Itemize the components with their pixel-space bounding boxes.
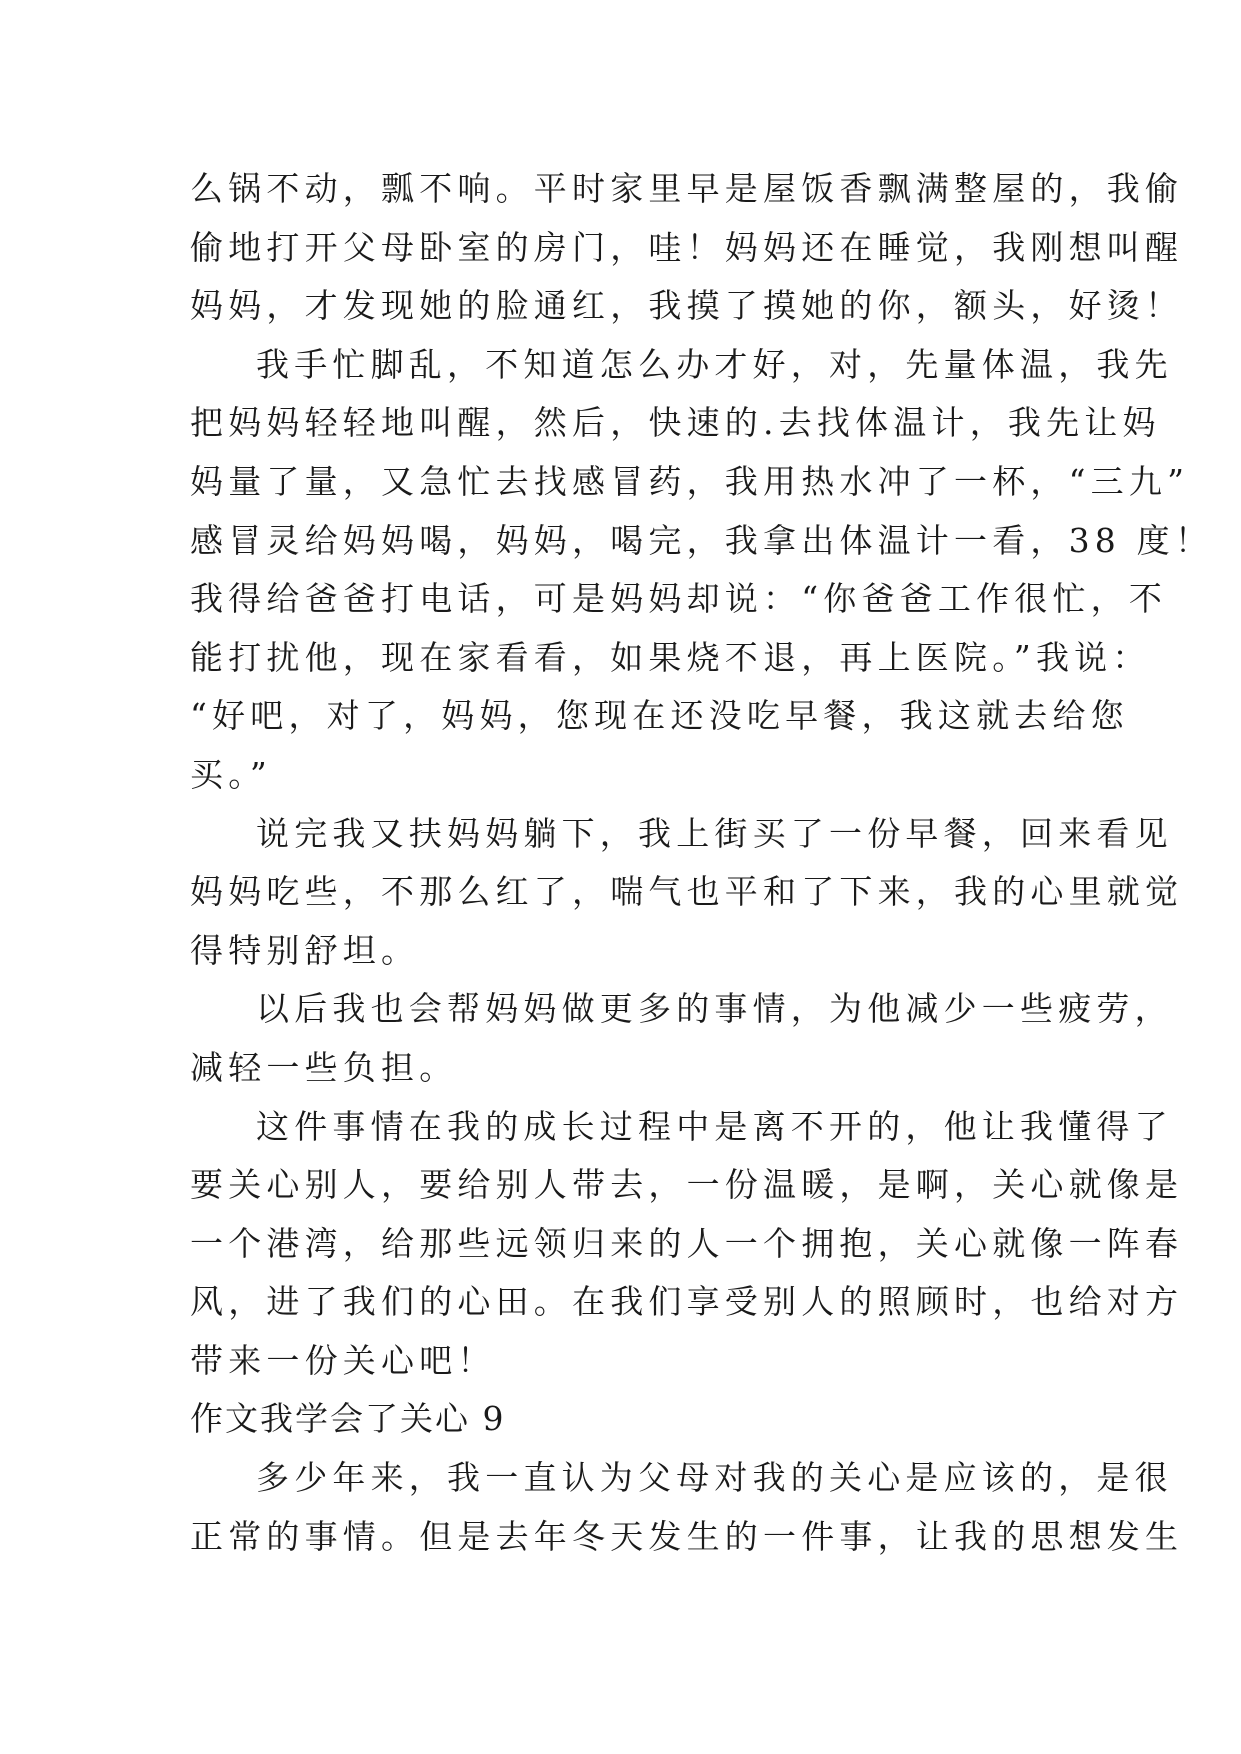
text-line: 买。”	[190, 754, 272, 794]
text-line: 得特别舒坦。	[190, 930, 420, 970]
text-line: 么锅不动，瓢不响。平时家里早是屋饭香飘满整屋的，我偷	[190, 169, 1184, 208]
text-line: 我手忙脚乱，不知道怎么办才好，对，先量体温，我先	[256, 344, 1173, 384]
text-line: 能打扰他，现在家看看，如果烧不退，再上医院。”我说：	[190, 637, 1151, 677]
text-line: 一个港湾，给那些远领归来的人一个拥抱，关心就像一阵春	[190, 1223, 1184, 1263]
text-line: 妈妈，才发现她的脸通红，我摸了摸她的你，额头，好烫！	[190, 286, 1184, 326]
text-line: 要关心别人，要给别人带去，一份温暖，是啊，关心就像是	[190, 1165, 1184, 1205]
text-line: 我得给爸爸打电话，可是妈妈却说：“你爸爸工作很忙，不	[190, 579, 1168, 619]
document-body	[190, 160, 1214, 1566]
text-line: 风，进了我们的心田。在我们享受别人的照顾时，也给对方	[190, 1282, 1184, 1322]
text-line: 正常的事情。但是去年冬天发生的一件事，让我的思想发生	[190, 1516, 1184, 1556]
text-line: 把妈妈轻轻地叫醒，然后，快速的.去找体温计，我先让妈	[190, 403, 1161, 443]
text-line: 多少年来，我一直认为父母对我的关心是应该的，是很	[256, 1458, 1173, 1498]
text-line: 减轻一些负担。	[190, 1047, 458, 1087]
text-line: 带来一份关心吧！	[190, 1340, 496, 1380]
text-line: 妈量了量，又急忙去找感冒药，我用热水冲了一杯，“三九”	[190, 461, 1190, 501]
text-line: 这件事情在我的成长过程中是离不开的，他让我懂得了	[256, 1106, 1173, 1146]
text-line: “好吧，对了，妈妈，您现在还没吃早餐，我这就去给您	[190, 696, 1129, 736]
text-line: 感冒灵给妈妈喝，妈妈，喝完，我拿出体温计一看，38 度！	[190, 520, 1214, 560]
text-line: 妈妈吃些，不那么红了，喘气也平和了下来，我的心里就觉	[190, 872, 1184, 912]
text-line: 以后我也会帮妈妈做更多的事情，为他减少一些疲劳，	[256, 989, 1173, 1029]
text-line: 偷地打开父母卧室的房门，哇！妈妈还在睡觉，我刚想叫醒	[190, 227, 1184, 267]
section-heading: 作文我学会了关心 9	[190, 1399, 506, 1439]
text-line: 说完我又扶妈妈躺下，我上街买了一份早餐，回来看见	[256, 813, 1173, 853]
